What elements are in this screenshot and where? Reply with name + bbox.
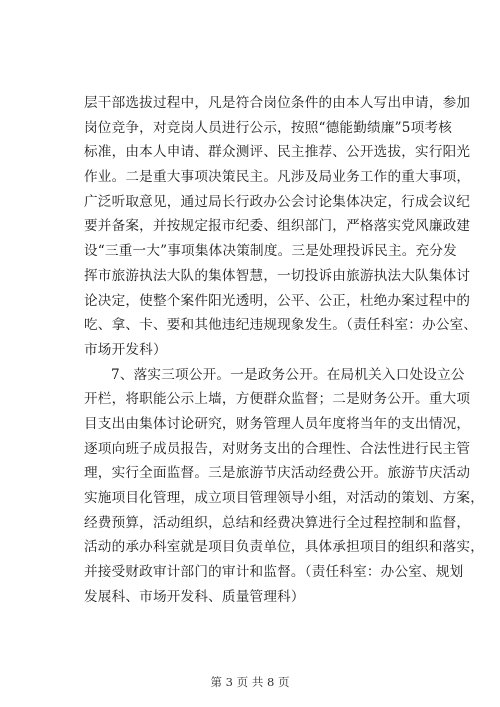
paragraph-1 bbox=[84, 91, 478, 363]
text-line: 实施项目化管理，成立项目管理领导小组，对活动的策划、方案， bbox=[84, 490, 485, 506]
text-line: 逐项向班子成员报告，对财务支出的合理性、合法性进行民主管 bbox=[84, 440, 471, 457]
text-line: 经费预算，活动组织，总结和经费决算进行全过程控制和监督， bbox=[84, 514, 471, 531]
paragraph-2 bbox=[84, 363, 485, 610]
text-line: 7、落实三项公开。一是政务公开。在局机关入口处设立公 bbox=[111, 366, 465, 383]
text-line: 活动的承办科室就是项目负责单位，具体承担项目的组织和落实， bbox=[84, 539, 485, 556]
text-line: 发展科、市场开发科、质量管理科） bbox=[84, 588, 305, 605]
text-line: 标准，由本人申请、群众测评、民主推荐、公开选拔，实行阳光 bbox=[84, 144, 471, 161]
text-line: 理，实行全面监督。三是旅游节庆活动经费公开。旅游节庆活动 bbox=[84, 465, 471, 482]
text-line: 市场开发科） bbox=[84, 341, 167, 358]
text-line: 挥市旅游执法大队的集体智慧，一切投诉由旅游执法大队集体讨 bbox=[84, 267, 471, 284]
text-line: 要并备案，并按规定报市纪委、组织部门，严格落实党风廉政建 bbox=[84, 218, 471, 235]
text-line: 开栏，将职能公示上墙，方便群众监督；二是财务公开。重大项 bbox=[84, 391, 471, 408]
text-line: 层干部选拔过程中，凡是符合岗位条件的由本人写出申请，参加 bbox=[84, 95, 471, 111]
text-line: 作业。二是重大事项决策民主。凡涉及局业务工作的重大事项， bbox=[84, 169, 471, 186]
text-line: 岗位竞争，对竞岗人员进行公示，按照“德能勤绩廉”5项考核 bbox=[84, 119, 452, 136]
text-line: 吃、拿、卡、要和其他违纪违规现象发生。（责任科室：办公室、 bbox=[84, 317, 478, 334]
text-line: 设“三重一大”事项集体决策制度。三是处理投诉民主。充分发 bbox=[84, 243, 457, 260]
page-number-footer: 第 3 页 共 8 页 bbox=[210, 675, 290, 689]
text-line: 目支出由集体讨论研究，财务管理人员年度将当年的支出情况， bbox=[84, 415, 471, 432]
text-line: 广泛听取意见，通过局长行政办公会讨论集体决定，行成会议纪 bbox=[84, 193, 471, 210]
document-body bbox=[84, 91, 485, 609]
text-line: 论决定，使整个案件阳光透明，公平、公正，杜绝办案过程中的 bbox=[84, 292, 471, 309]
text-line: 并接受财政审计部门的审计和监督。（责任科室：办公室、规划 bbox=[84, 564, 464, 581]
